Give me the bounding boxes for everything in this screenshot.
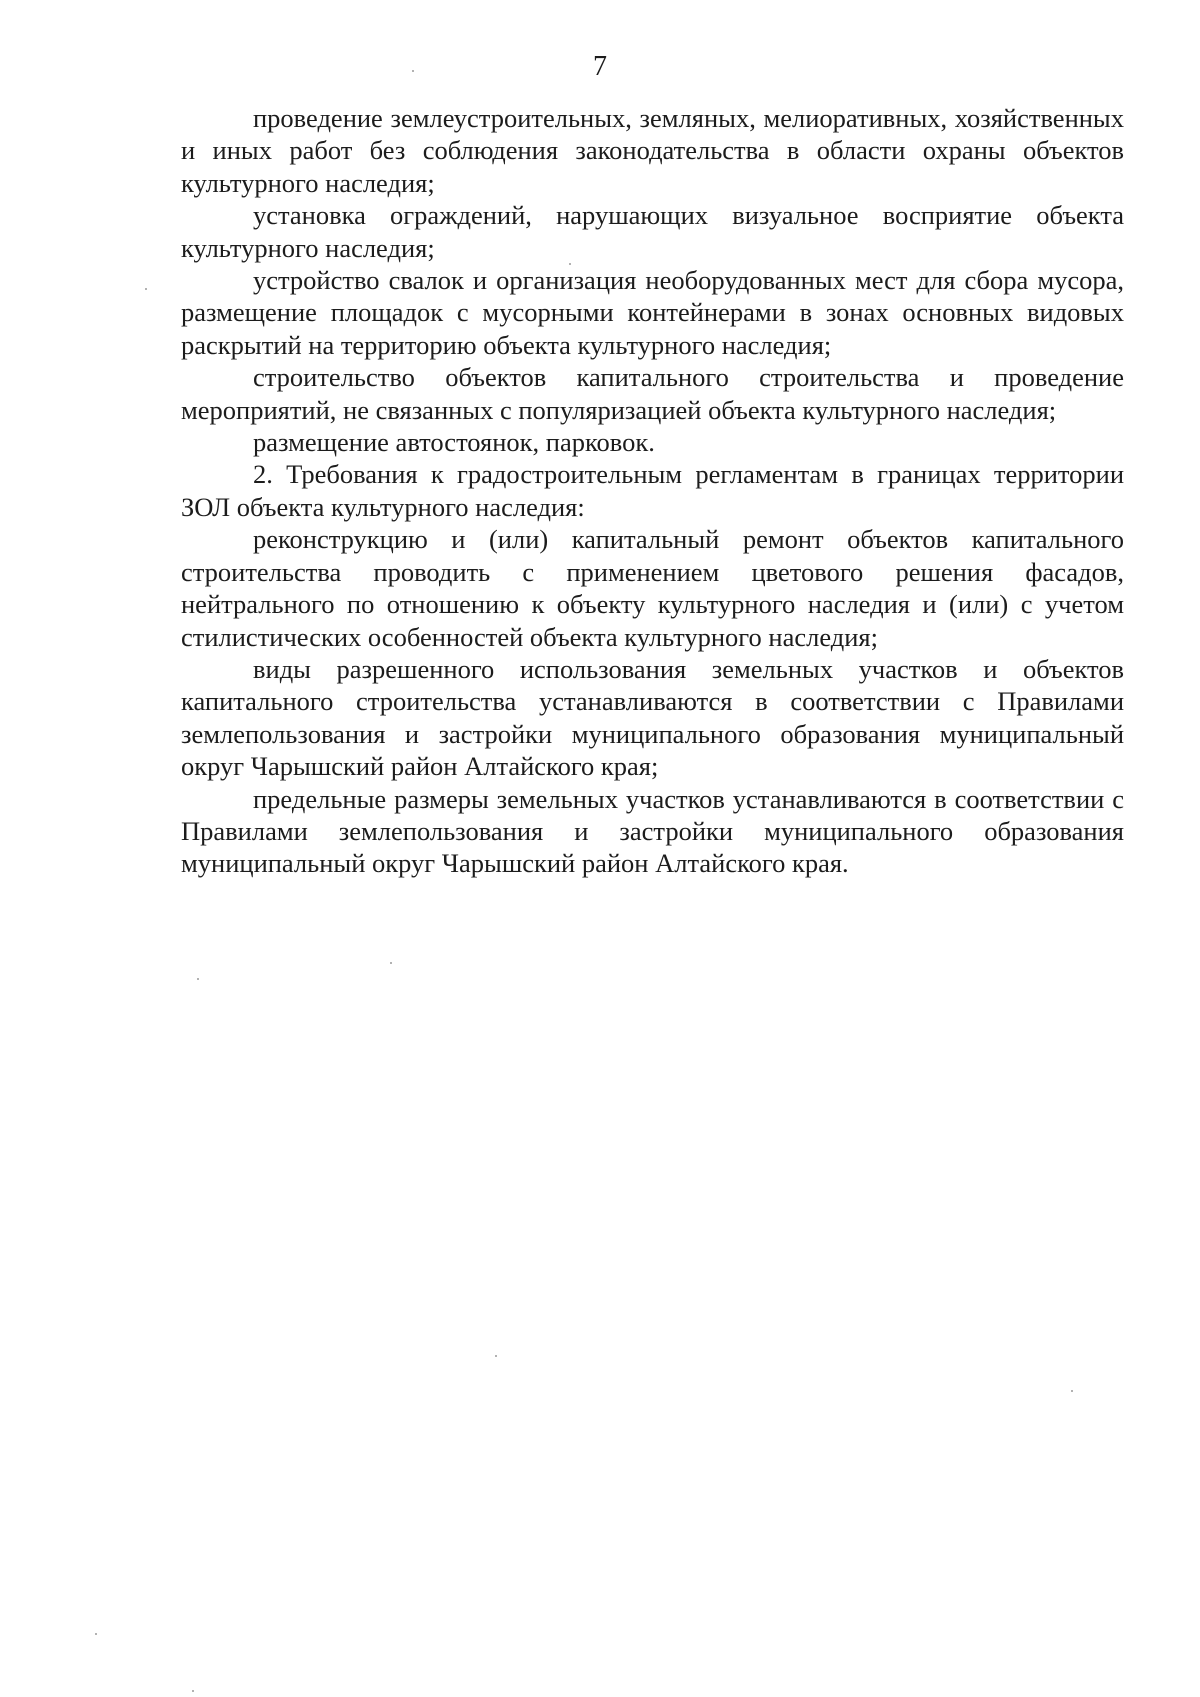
page-number: 7	[593, 51, 607, 82]
scan-speck	[95, 1633, 97, 1635]
paragraph-construction: строительство объектов капитального строительства и проведение мероприятий, не связанных с популяризацией объекта культурного наследия;	[181, 362, 1124, 425]
scan-speck	[192, 1690, 194, 1692]
scan-speck	[412, 70, 414, 72]
scan-speck	[1071, 1390, 1073, 1392]
paragraph-dumps: устройство свалок и организация необорудованных мест для сбора мусора, размещение площадок с мусорными контейнерами в зонах основных видовых раскрытий на территорию объекта культурного наследия;	[181, 265, 1124, 360]
document-body	[181, 102, 1124, 880]
paragraph-permitted-use: виды разрешенного использования земельных участков и объектов капитального строительства устанавливаются в соответствии с Правилами землепользования и застройки муниципального образования муниципальный округ Чарышский район Алтайского края;	[181, 653, 1124, 782]
scan-speck	[145, 288, 147, 290]
paragraph-earthworks: проведение землеустроительных, земляных, мелиоративных, хозяйственных и иных работ без соблюдения законодательства в области охраны объектов культурного наследия;	[181, 103, 1124, 198]
paragraph-parking: размещение автостоянок, парковок.	[253, 427, 655, 458]
scan-speck	[495, 1355, 497, 1357]
paragraph-reconstruction: реконструкцию и (или) капитальный ремонт объектов капитального строительства проводить с применением цветового решения фасадов, нейтрального по отношению к объекту культурного наследия и (или) с учетом стилистических особенностей объекта культурного наследия;	[181, 524, 1124, 652]
scan-speck	[197, 978, 199, 980]
scan-speck	[569, 263, 571, 265]
paragraph-requirements-heading: 2. Требования к градостроительным регламентам в границах территории ЗОЛ объекта культурного наследия:	[181, 459, 1124, 522]
paragraph-plot-sizes: предельные размеры земельных участков устанавливаются в соответствии с Правилами землепользования и застройки муниципального образования муниципальный округ Чарышский район Алтайского края.	[181, 783, 1124, 879]
scan-speck	[390, 962, 392, 964]
paragraph-fencing: установка ограждений, нарушающих визуальное восприятие объекта культурного наследия;	[181, 200, 1124, 263]
